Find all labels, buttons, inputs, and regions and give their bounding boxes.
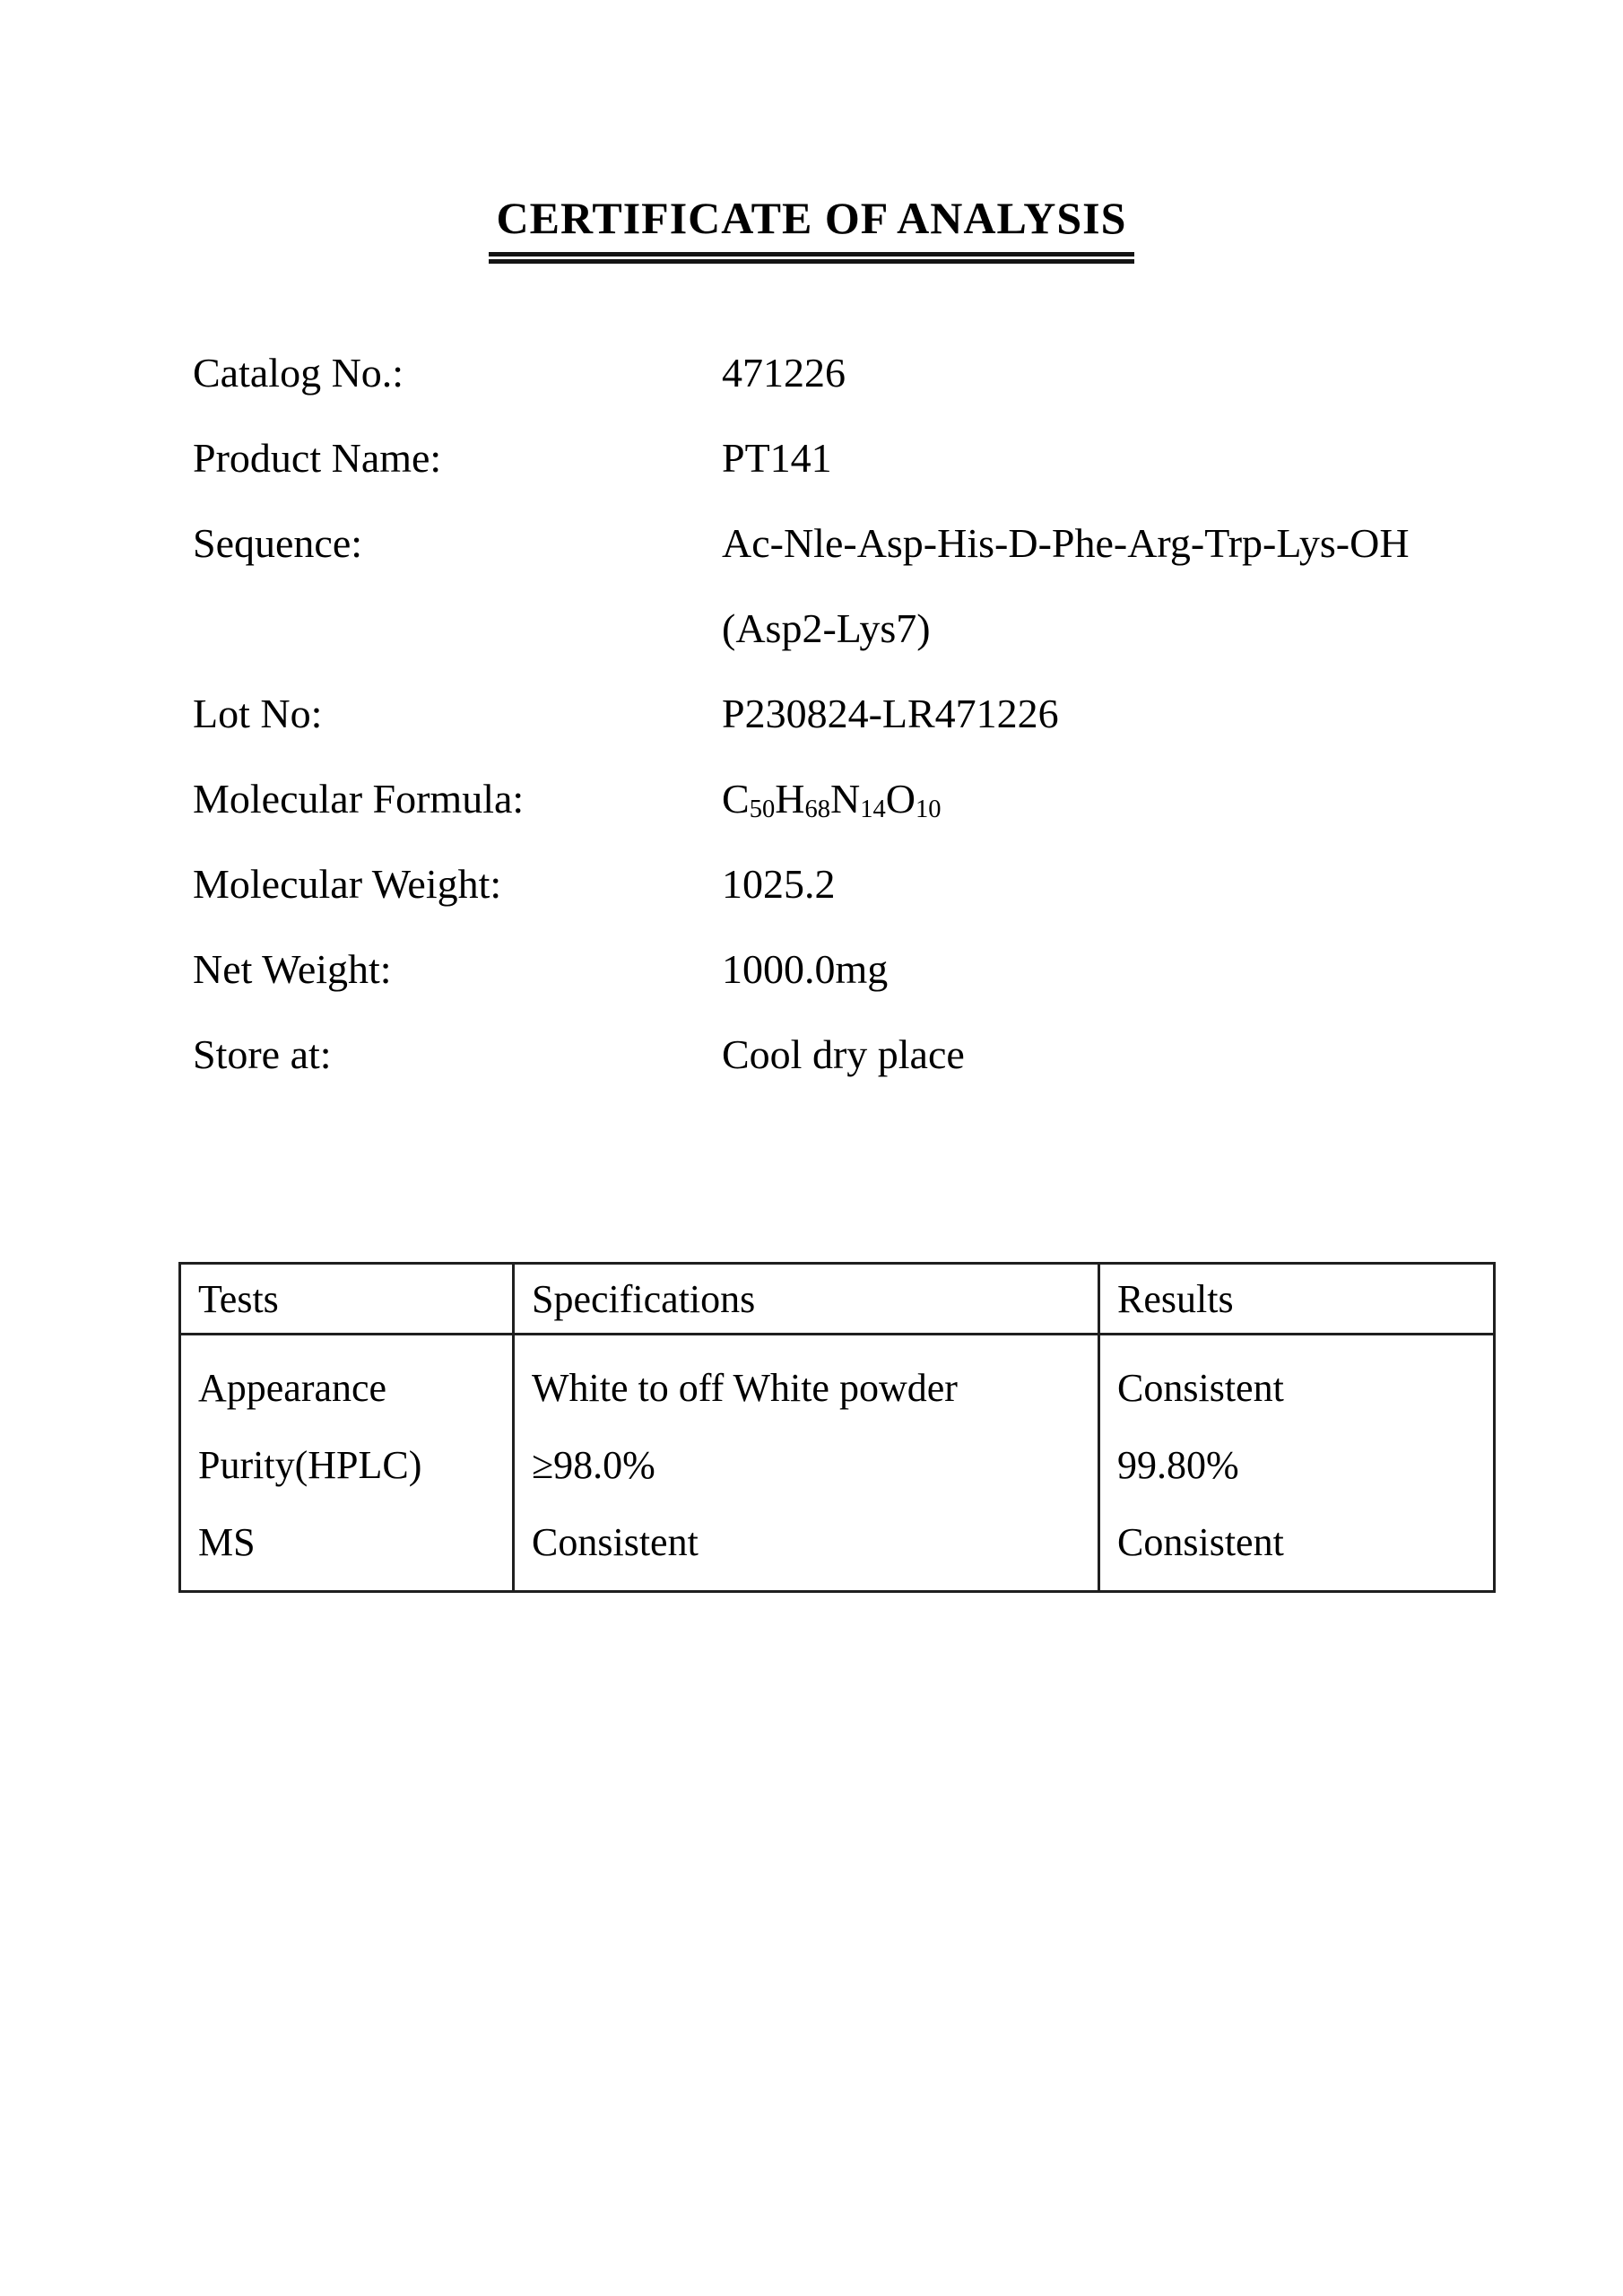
- test-name-ms: MS: [198, 1520, 256, 1564]
- specifications-column-header: Specifications: [514, 1264, 1099, 1335]
- result-appearance: Consistent: [1117, 1366, 1284, 1410]
- test-name-purity-hplc: Purity(HPLC): [198, 1443, 422, 1487]
- tests-cell: [180, 1335, 514, 1592]
- field-row-molecular-formula: [193, 756, 1448, 841]
- table-header-row: [180, 1264, 1495, 1335]
- tests-column-header: Tests: [180, 1264, 514, 1335]
- lot-no-value: P230824-LR471226: [722, 690, 1059, 736]
- product-name-label: Product Name:: [193, 434, 442, 481]
- table-body-row: [180, 1335, 1495, 1592]
- store-at-label: Store at:: [193, 1031, 332, 1077]
- title-row: [0, 190, 1623, 257]
- field-row-net-weight: [193, 926, 1448, 1012]
- specifications-cell: [514, 1335, 1099, 1592]
- spec-purity-hplc: ≥98.0%: [532, 1443, 655, 1487]
- field-row-lot-no: [193, 671, 1448, 756]
- molecular-weight-label: Molecular Weight:: [193, 860, 502, 907]
- molecular-formula-value: $C_{50}H_{68}N_{14}O_{10}$: [722, 775, 942, 823]
- page-title: CERTIFICATE OF ANALYSIS: [489, 190, 1135, 257]
- product-name-value: PT141: [722, 434, 832, 481]
- field-row-store-at: [193, 1012, 1448, 1097]
- result-ms: Consistent: [1117, 1520, 1284, 1564]
- results-cell: [1099, 1335, 1495, 1592]
- molecular-formula-label: Molecular Formula:: [193, 775, 525, 822]
- field-row-sequence: [193, 500, 1448, 586]
- field-row-molecular-weight: [193, 841, 1448, 926]
- product-info-fields: [193, 330, 1448, 1097]
- sequence-value: Ac-Nle-Asp-His-D-Phe-Arg-Trp-Lys-OH: [722, 519, 1410, 566]
- net-weight-value: 1000.0mg: [722, 945, 889, 992]
- sequence-label: Sequence:: [193, 519, 363, 566]
- spec-ms: Consistent: [532, 1520, 699, 1564]
- catalog-no-value: 471226: [722, 349, 846, 396]
- result-purity-hplc: 99.80%: [1117, 1443, 1239, 1487]
- lot-no-label: Lot No:: [193, 690, 323, 736]
- store-at-value: Cool dry place: [722, 1031, 965, 1077]
- test-name-appearance: Appearance: [198, 1366, 387, 1410]
- results-column-header: Results: [1099, 1264, 1495, 1335]
- field-row-catalog-no: [193, 330, 1448, 415]
- field-row-product-name: [193, 415, 1448, 500]
- net-weight-label: Net Weight:: [193, 945, 392, 992]
- molecular-weight-value: 1025.2: [722, 860, 836, 907]
- catalog-no-label: Catalog No.:: [193, 349, 404, 396]
- spec-appearance: White to off White powder: [532, 1366, 958, 1410]
- test-results-table: [178, 1262, 1496, 1593]
- sequence-value-line2: (Asp2-Lys7): [722, 604, 931, 651]
- field-row-sequence-continued: [193, 586, 1448, 671]
